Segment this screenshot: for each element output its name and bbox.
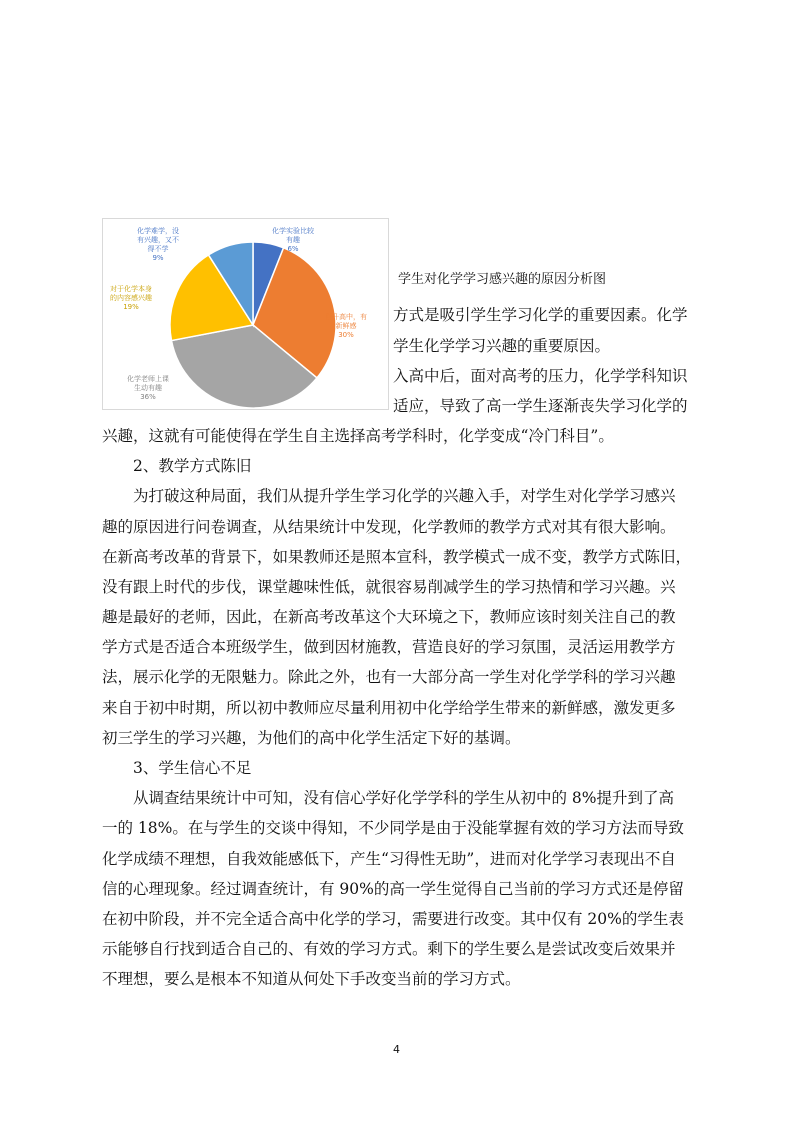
paragraph-line: 趣的原因进行问卷调查，从结果统计中发现，化学教师的教学方式对其有很大影响。 (102, 518, 676, 536)
paragraph-line: 在新高考改革的背景下，如果教师还是照本宣科，教学模式一成不变，教学方式陈旧， (102, 548, 692, 566)
pie-data-label: 化学实验比较有趣 6% (272, 227, 314, 253)
paragraph-line: 示能够自行找到适合自己的、有效的学习方式。剩下的学生要么是尝试改变后效果并 (102, 940, 676, 958)
paragraph-line: 法，展示化学的无限魅力。除此之外，也有一大部分高一学生对化学学科的学习兴趣 (102, 668, 676, 686)
figure-caption: 学生对化学学习感兴趣的原因分析图 (398, 272, 607, 287)
paragraph-line: 从调查结果统计中可知，没有信心学好化学学科的学生从初中的 8%提升到了高 (133, 789, 675, 807)
paragraph-line: 没有跟上时代的步伐，课堂趣味性低，就很容易削减学生的学习热情和学习兴趣。兴 (102, 578, 676, 596)
pie-chart (103, 219, 388, 409)
paragraph-line: 为打破这种局面，我们从提升学生学习化学的兴趣入手，对学生对化学学习感兴 (133, 487, 676, 505)
page-number: 4 (393, 1043, 400, 1056)
wrapped-text-line: 方式是吸引学生学习化学的重要因素。化学 (393, 306, 688, 324)
wrapped-text-line: 入高中后，面对高考的压力，化学学科知识 (393, 367, 688, 385)
paragraph-line: 趣是最好的老师，因此，在新高考改革这个大环境之下，教师应该时刻关注自己的教 (102, 608, 676, 626)
section-heading: 3、学生信心不足 (133, 759, 252, 777)
paragraph-line: 学方式是否适合本班级学生，做到因材施教，营造良好的学习氛围，灵活运用教学方 (102, 638, 676, 656)
pie-data-label: 化学难学，没有兴趣，又不得不学 9% (137, 227, 179, 262)
pie-data-label: 化学老师上课生动有趣 36% (127, 375, 169, 401)
pie-chart-figure (102, 218, 389, 410)
pie-data-label: 对于化学本身的内容感兴趣 19% (110, 285, 152, 311)
paragraph-line: 不理想，要么是根本不知道从何处下手改变当前的学习方式。 (102, 970, 521, 988)
wrapped-text-line: 学生化学学习兴趣的重要原因。 (393, 337, 611, 355)
wrapped-text-line: 适应，导致了高一学生逐渐丧失学习化学的 (393, 397, 688, 415)
pie-data-label: 刚升高中，有新鲜感 30% (325, 313, 367, 339)
paragraph-line: 一的 18%。在与学生的交谈中得知，不少同学是由于没能掌握有效的学习方法而导致 (102, 819, 684, 837)
paragraph-line: 初三学生的学习兴趣，为他们的高中化学生活定下好的基调。 (102, 729, 521, 747)
section-heading: 2、教学方式陈旧 (133, 457, 252, 475)
paragraph-line: 在初中阶段，并不完全适合高中化学的学习，需要进行改变。其中仅有 20%的学生表 (102, 910, 684, 928)
paragraph-line: 兴趣，这就有可能使得在学生自主选择高考学科时，化学变成“冷门科目”。 (102, 427, 614, 445)
paragraph-line: 来自于初中时期，所以初中教师应尽量利用初中化学给学生带来的新鲜感，激发更多 (102, 699, 676, 717)
paragraph-line: 化学成绩不理想，自我效能感低下，产生“习得性无助”，进而对化学学习表现出不自 (102, 850, 676, 868)
paragraph-line: 信的心理现象。经过调查统计，有 90%的高一学生觉得自己当前的学习方式还是停留 (102, 880, 684, 898)
